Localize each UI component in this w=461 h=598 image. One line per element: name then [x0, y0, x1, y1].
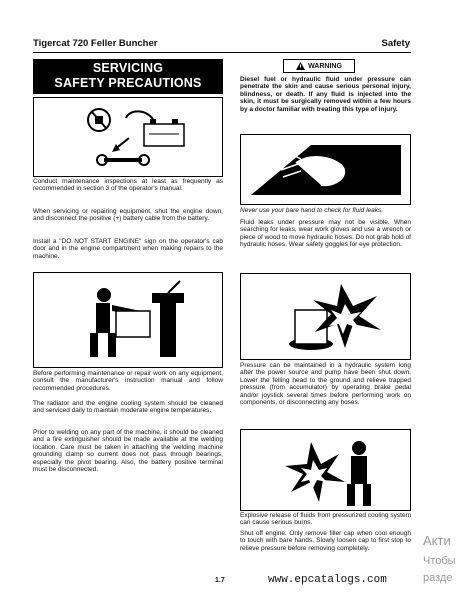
paragraph-filler-cap: Shut off engine. Only remove filler cap when cool enough to touch with bare hands. Slowly loosen cap to first stop to relieve pressure before removing completely. — [240, 530, 411, 552]
warning-triangle-icon — [296, 62, 305, 70]
paragraph-inspections: Conduct maintenance inspections at least as frequently as recommended in section 3 of the operator's manual. — [33, 178, 223, 193]
section-title — [33, 59, 223, 94]
watermark-line1: Акти — [423, 533, 451, 548]
paragraph-trapped-pressure: Pressure can be maintained in a hydraulic system long after the power source and pump have been shut down. Lower the felling head to the ground and relieve trapped pressure (from accumulator) by operating brake pedal and/or joystick several times before performing work on components, or disconnecting any hoses. — [240, 362, 411, 407]
section-title-line2: SAFETY PRECAUTIONS — [54, 76, 202, 90]
document-header-title: Tigercat 720 Feller Buncher — [33, 38, 158, 49]
paragraph-explosive-release: Explosive release of fluids from pressurized cooling system can cause serious burns. — [240, 512, 411, 527]
watermark-line3: разде — [423, 572, 453, 584]
pressure-release-illustration — [240, 273, 411, 360]
cooling-system-burn-illustration — [240, 429, 411, 511]
paragraph-leak-search: Fluid leaks under pressure may not be visible. When searching for leaks, wear work gloves and use a wrench or piece of wood to move hydraulic hoses. Do not grab hold of hydraulic hoses. Wear safety goggles for eye protection. — [240, 219, 411, 249]
read-manual-illustration — [33, 272, 223, 368]
footer-url: www.epcatalogs.com — [268, 574, 387, 586]
hand-fluid-leak-illustration — [240, 134, 411, 205]
warning-label — [283, 59, 355, 73]
paragraph-fluid-injection-warning: Diesel fuel or hydraulic fluid under pressure can penetrate the skin and cause serious personal injury, blindness, or death. If any fluid is injected into the skin, it must be surgically removed within a few hours by a doctor familiar with treating this type of injury. — [240, 76, 411, 113]
paragraph-do-not-start-sign: Install a "DO NOT START ENGINE" sign on the operator's cab door and in the engine compartment when making repairs to the machine. — [33, 238, 223, 260]
paragraph-shutdown: When servicing or repairing equipment, shut the engine down, and disconnect the positive (+) battery cable from the battery. — [33, 208, 223, 223]
section-title-line1: SERVICING — [92, 61, 164, 75]
warning-label-text: WARNING — [308, 62, 342, 70]
watermark-line2: Чтобы — [423, 555, 456, 567]
battery-disconnect-illustration — [33, 97, 223, 177]
paragraph-consult-manual: Before performing maintenance or repair work on any equipment, consult the manufacturer's instruction manual and follow recommended procedures. — [33, 370, 223, 392]
paragraph-welding: Prior to welding on any part of the machine, it should be cleaned and a fire extinguisher should be made available at the welding location. Care must be taken in attaching the welding machine grounding clamp so current does not pass through bearings, especially the pivot bearing. Also, the battery positive terminal must be disconnected. — [33, 429, 223, 474]
page-number: 1.7 — [215, 577, 225, 584]
caption-bare-hand: Never use your bare hand to check for fluid leaks. — [240, 207, 384, 214]
header-rule — [33, 52, 411, 53]
paragraph-radiator: The radiator and the engine cooling system should be cleaned and serviced daily to maintain moderate engine temperatures. — [33, 400, 223, 415]
section-name: Safety — [381, 38, 410, 49]
